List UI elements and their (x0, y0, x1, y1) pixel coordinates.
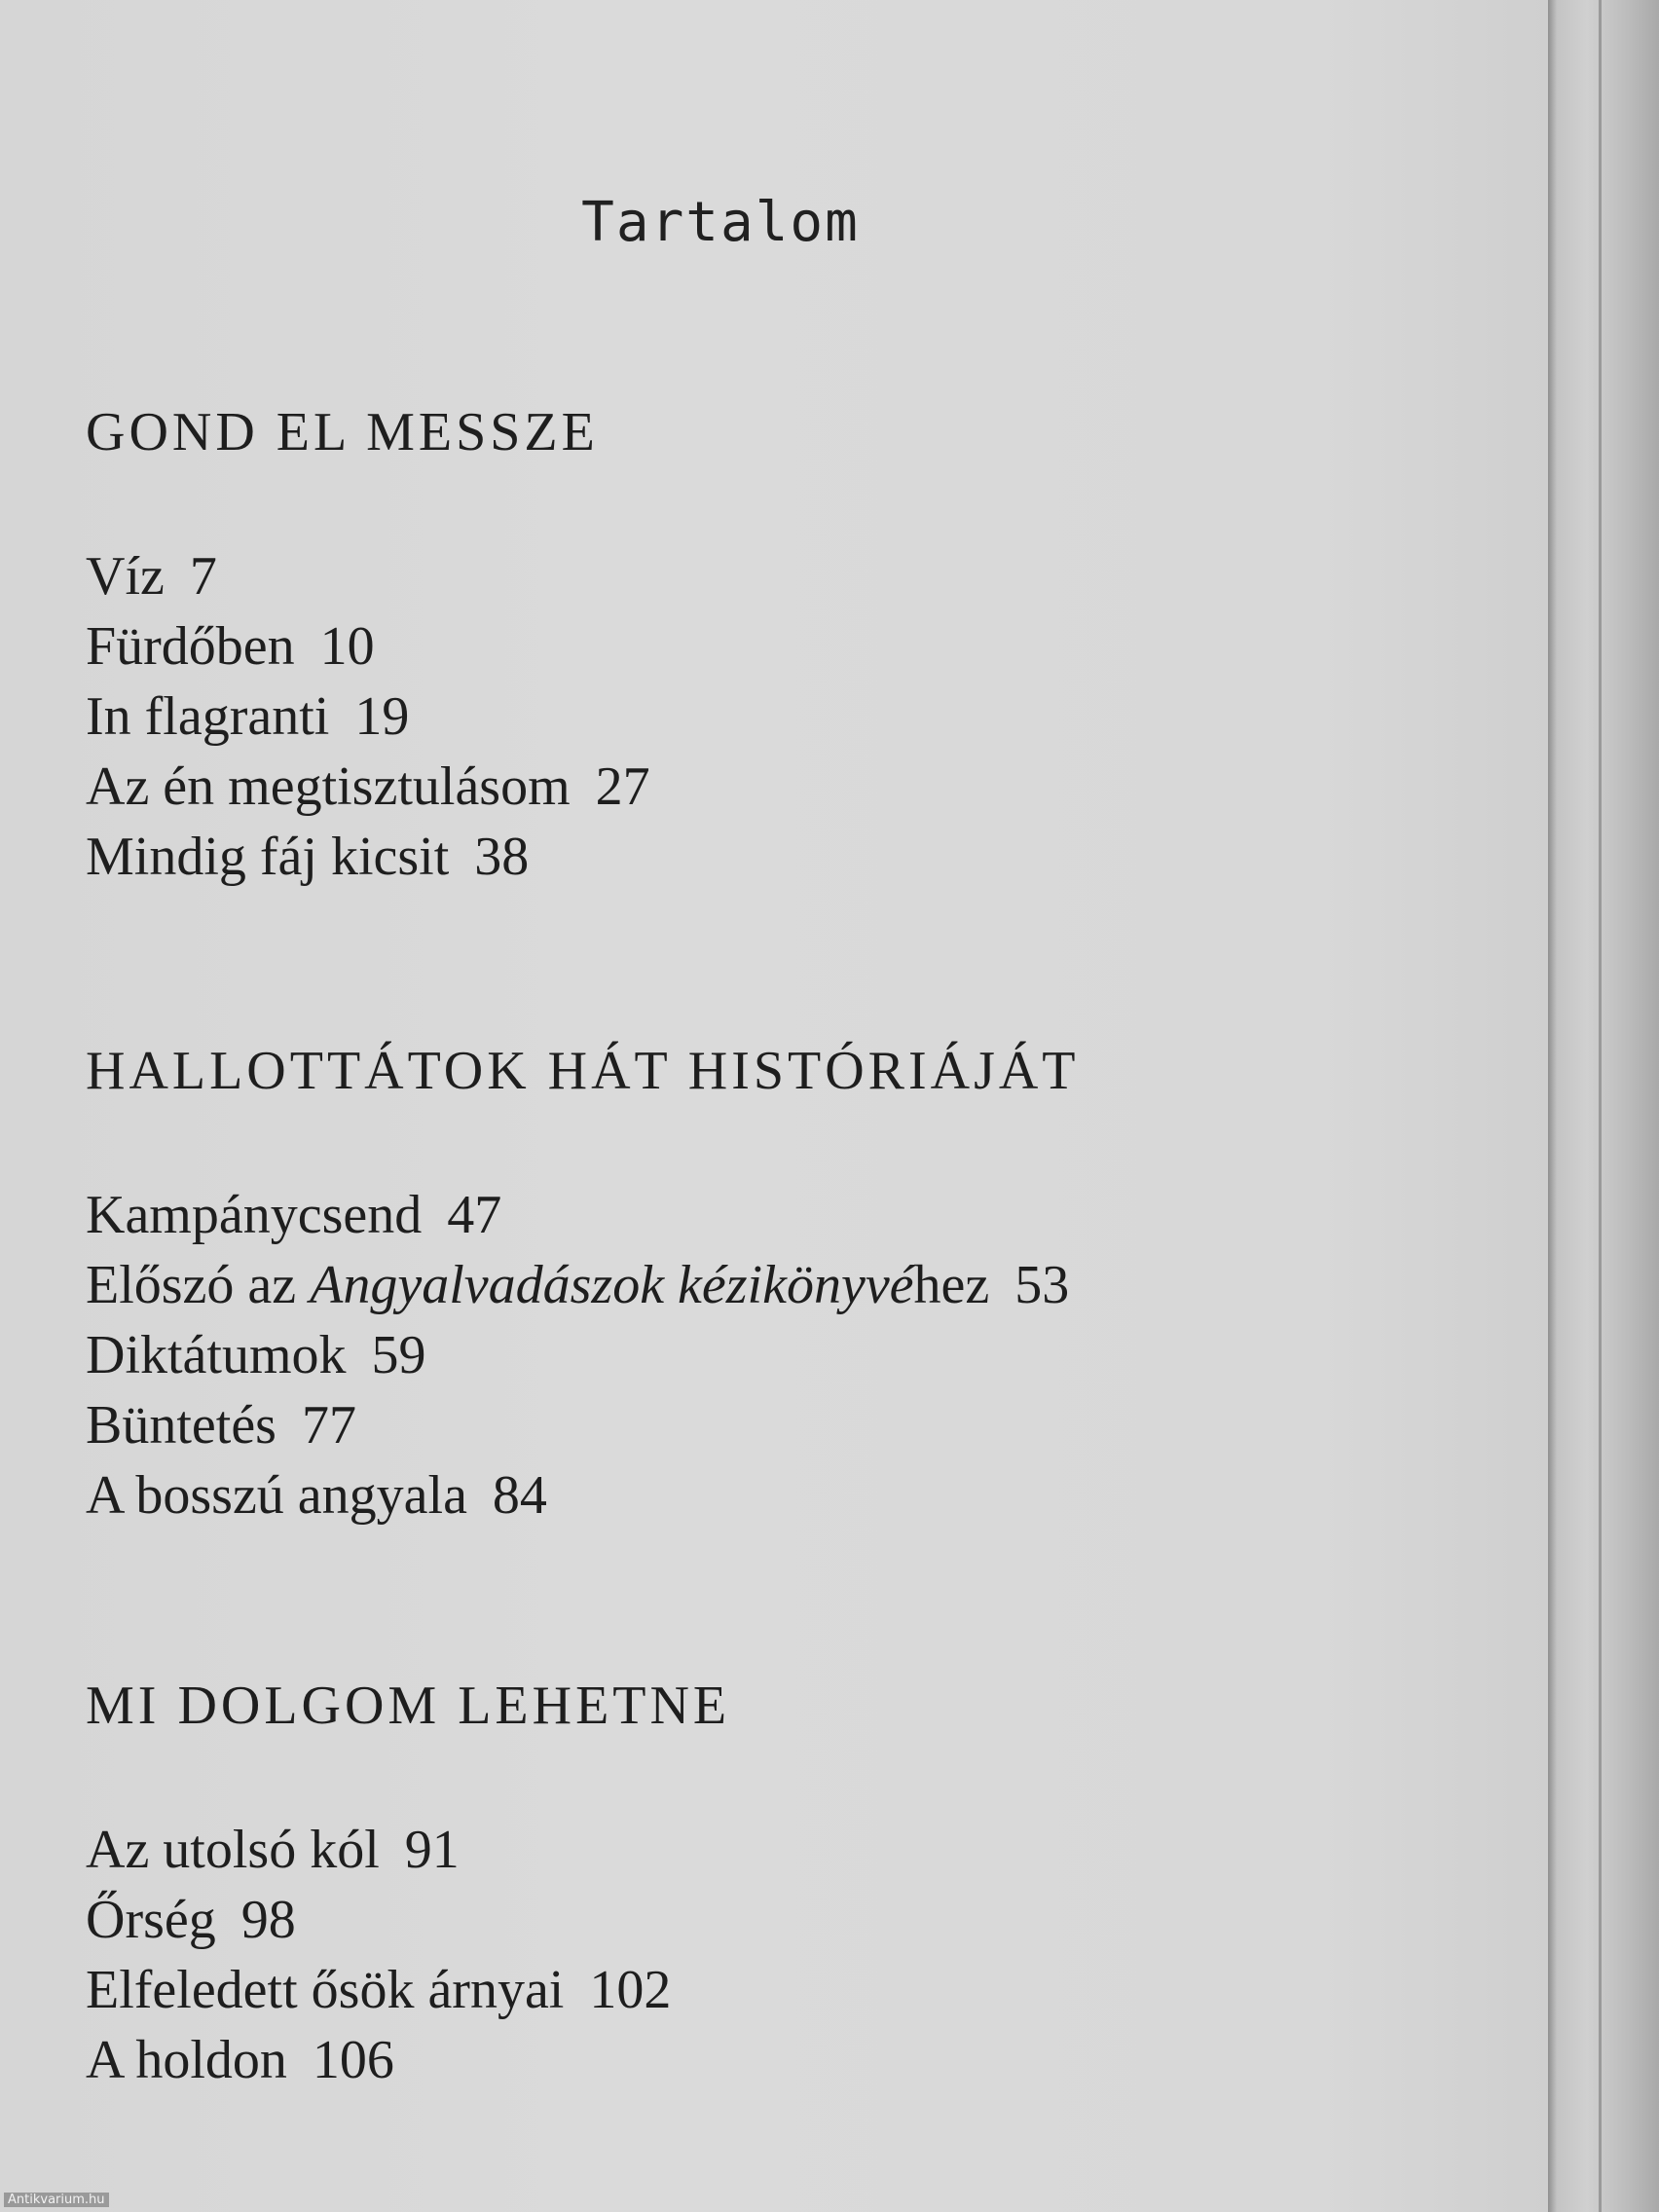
toc-entry (86, 1320, 1080, 1390)
entry-title: Kampánycsend (86, 1185, 423, 1245)
entry-title-italic: Angyalvadászok kézikönyvé (310, 1255, 914, 1315)
entry-title: Fürdőben (86, 616, 295, 677)
toc-entry (86, 822, 650, 892)
toc-entry (86, 682, 650, 752)
toc-entry (86, 1955, 730, 2025)
entry-title: Diktátumok (86, 1325, 347, 1385)
entry-title: Az utolsó kól (86, 1820, 380, 1880)
entry-title: Mindig fáj kicsit (86, 827, 450, 887)
entry-title: Elfeledett ősök árnyai (86, 1960, 565, 2020)
entry-page-number: 102 (589, 1960, 672, 2020)
entry-page-number: 27 (595, 756, 650, 817)
section-entries (86, 1815, 730, 2095)
entry-title: Büntetés (86, 1395, 276, 1456)
toc-entry (86, 1885, 730, 1955)
entry-page-number: 91 (404, 1820, 460, 1880)
entry-page-number: 59 (371, 1325, 426, 1385)
entry-page-number: 7 (189, 546, 217, 607)
section-heading: HALLOTTÁTOK HÁT HISTÓRIÁJÁT (86, 1041, 1080, 1101)
entry-page-number: 98 (240, 1890, 296, 1950)
entry-page-number: 10 (319, 616, 375, 677)
toc-entry (86, 1460, 1080, 1530)
entry-title: A holdon (86, 2030, 287, 2090)
toc-entry (86, 2025, 730, 2095)
entry-title-suffix: hez (913, 1255, 990, 1315)
entry-title: A bosszú angyala (86, 1465, 467, 1526)
toc-entry (86, 1180, 1080, 1250)
toc-entry (86, 752, 650, 822)
toc-entry (86, 611, 650, 682)
toc-entry (86, 1815, 730, 1885)
entry-title: Az én megtisztulásom (86, 756, 571, 817)
entry-page-number: 77 (301, 1395, 356, 1456)
section-entries (86, 1180, 1080, 1530)
book-page-edge (1548, 0, 1659, 2212)
entry-title-prefix: Előszó az (86, 1255, 311, 1315)
section-heading: MI DOLGOM LEHETNE (86, 1676, 731, 1736)
toc-entry (86, 1250, 1080, 1320)
entry-title: Víz (86, 546, 165, 607)
toc-section-3 (86, 1677, 730, 2095)
toc-section-1 (86, 403, 650, 892)
page-title: Tartalom (581, 191, 860, 254)
toc-entry (86, 541, 650, 611)
entry-page-number: 38 (474, 827, 530, 887)
entry-page-number: 19 (354, 686, 410, 747)
entry-title: In flagranti (86, 686, 330, 747)
section-heading: GOND EL MESSZE (86, 402, 599, 462)
toc-section-2 (86, 1042, 1080, 1530)
entry-title: Őrség (86, 1890, 216, 1950)
entry-page-number: 53 (1014, 1255, 1070, 1315)
toc-entry (86, 1390, 1080, 1460)
section-entries (86, 541, 650, 892)
watermark-text: Antikvarium.hu (4, 2193, 109, 2207)
entry-page-number: 84 (492, 1465, 547, 1526)
entry-page-number: 106 (312, 2030, 394, 2090)
entry-page-number: 47 (447, 1185, 502, 1245)
